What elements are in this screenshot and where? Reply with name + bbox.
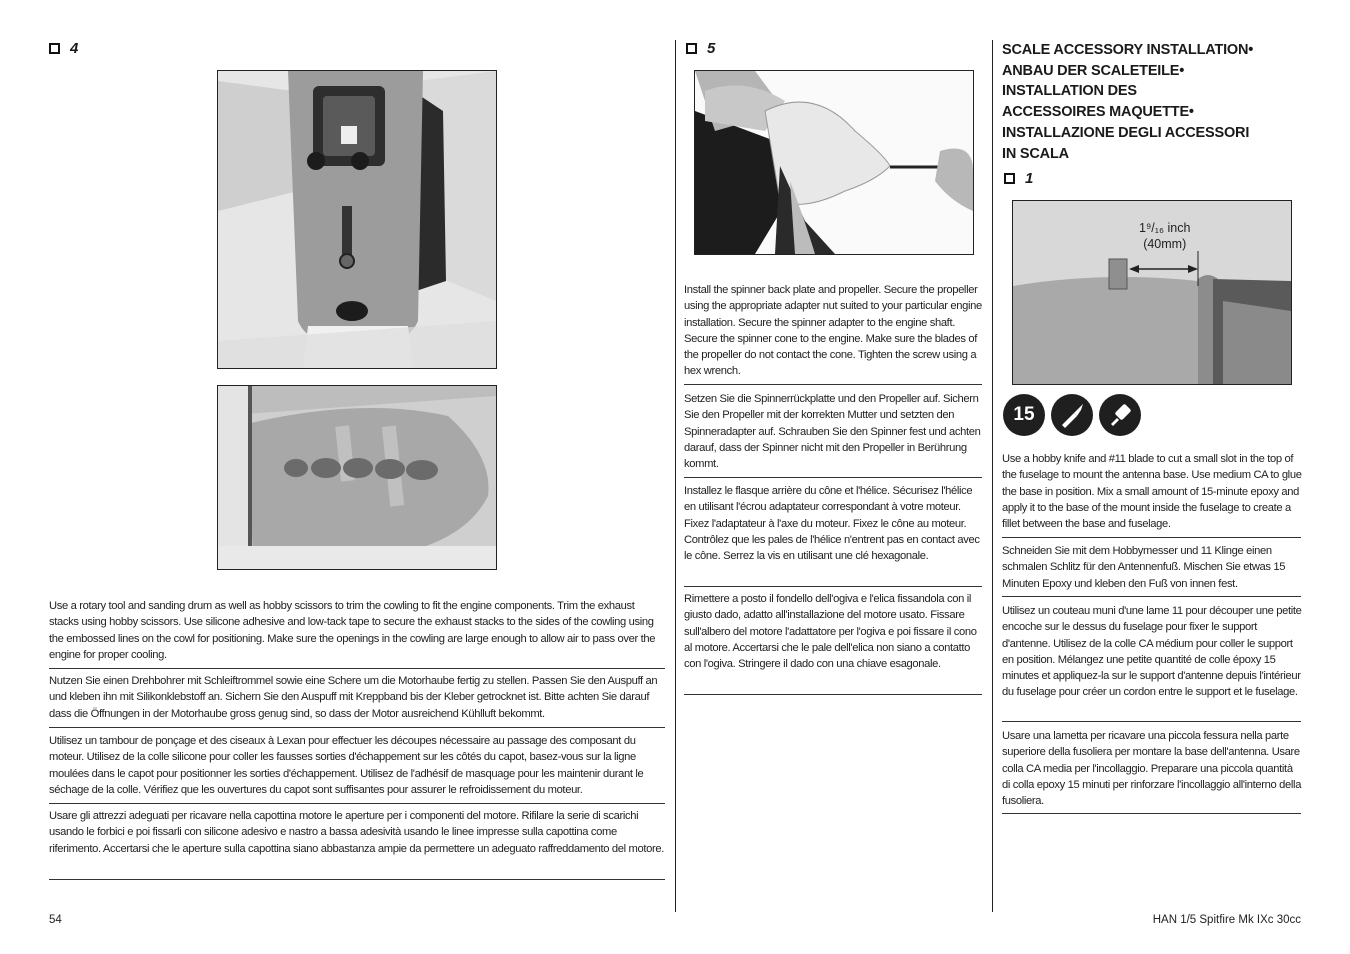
step-5-text-de: Setzen Sie die Spinnerrückplatte und den Propeller auf. Sichern Sie den Propeller mit der korrekten Mutter und setzten den Spinneradapter auf. Schrauben Sie den Spinner fest und achten darauf, dass der Spinner nicht mit den Propeller in Berührung kommt. (684, 393, 981, 471)
ca-glue-icon (1099, 394, 1141, 436)
step-1-text-it: Usare una lametta per ricavare una piccola fessura nella parte superiore della fusoliera per montare la base dell'antenna. Usare colla CA media per l'incollaggio. Preparare una piccola quantità di colla epoxy 15 minuti per rinforzare l'incollaggio all'interno della fusoliera. (1002, 730, 1302, 808)
measurement-inches: 1⁹/₁₆ inch (1139, 221, 1191, 235)
step-1-text-de: Schneiden Sie mit dem Hobbymesser und 11 Klinge einen schmalen Schlitz für den Antennenfuß. Mischen Sie etwas 15 Minuten Epoxy und kleben den Fuß von innen fest. (1002, 545, 1286, 590)
divider (684, 384, 982, 385)
divider (49, 803, 665, 804)
divider (684, 477, 982, 478)
step-4-text-en: Use a rotary tool and sanding drum as well as hobby scissors to trim the cowling to fit the engine components. Trim the exhaust stacks using hobby scissors. Use silicone adhesive and low-tack tape to secure the exhaust stacks to the sides of the cowling using the embossed lines on the cowl for positioning. Make sure the openings in the cowling are large enough to allow air to pass over the engine for proper cooling. (49, 600, 656, 661)
divider (49, 668, 665, 669)
epoxy-minutes-label: 15 (1013, 404, 1035, 425)
heading-line: INSTALLATION DES (1002, 83, 1137, 100)
measurement-mm: (40mm) (1143, 237, 1187, 251)
divider (49, 879, 665, 880)
checkbox-icon[interactable] (686, 43, 697, 54)
section-heading (1002, 40, 1302, 164)
checkbox-icon[interactable] (49, 43, 60, 54)
hobby-knife-icon (1051, 394, 1093, 436)
manual-title: HAN 1/5 Spitfire Mk IXc 30cc (1152, 914, 1301, 926)
step-4-text-it: Usare gli attrezzi adeguati per ricavare nella capottina motore le aperture per i componenti del motore. Rifilare la serie di scarichi usando le forbici e poi fissarli con silicone adesivo e nastro a bassa adesività usando le linee impresse sulla capottina come riferimento. Accertarsi che le aperture sulla capottina siano abbastanza ampie da permettere un adeguato raffreddamento del motore. (49, 810, 665, 855)
step-4-header (49, 40, 78, 57)
step-1-text-en: Use a hobby knife and #11 blade to cut a small slot in the top of the fuselage to mount the antenna base. Use medium CA to glue the base in position. Mix a small amount of 15-minute epoxy and apply it to the base of the mount inside the fuselage to create a fillet between the base and fuselage. (1002, 453, 1302, 531)
step-5-text-fr: Installez le flasque arrière du cône et l'hélice. Sécurisez l'hélice en utilisant l'écrou adaptateur correspondant à votre moteur. Fixez l'adaptateur à l'axe du moteur. Fixez le cône au moteur. Contrôlez que les pales de l'hélice n'entrent pas en contact avec le cône. Serrez la vis en utilisant une clé hexagonale. (684, 485, 980, 563)
heading-line: IN SCALA (1002, 145, 1069, 162)
step-4-text-de: Nutzen Sie einen Drehbohrer mit Schleiftrommel sowie eine Schere um die Motorhaube fertig zu stellen. Passen Sie den Auspuff an und kleben ihn mit Silikonklebstoff an. Sichern Sie den Auspuff mit Kreppband bis der Kleber getrocknet ist. Bitte achten Sie darauf dass die Öffnungen in der Motorhaube gross genug sind, so dass der Motor ausreichend Kühlluft bekommt. (49, 675, 658, 720)
step-4-text-fr: Utilisez un tambour de ponçage et des ciseaux à Lexan pour effectuer les découpes nécessaire au passage des composant du moteur. Utilisez de la colle silicone pour coller les fausses sorties d'échappement sur les côtés du capot, basez-vous sur la ligne moulées dans le capot pour positionner les sorties d'échappement. Utilisez de l'adhésif de masquage pour les maintenir durant le séchage de la colle. Vérifiez que les ouvertures du capot sont suffisantes pour assurer le refroidissement du moteur. (49, 735, 644, 796)
divider (684, 586, 982, 587)
divider (1002, 537, 1301, 538)
step-number: 4 (70, 40, 79, 57)
divider (1002, 813, 1301, 814)
page-number: 54 (49, 914, 62, 926)
column-divider-left (675, 40, 676, 912)
step-5-text-en: Install the spinner back plate and propeller. Secure the propeller using the appropriate adapter nut suited to your particular engine installation. Secure the spinner adapter to the engine shaft. Secure the spinner cone to the engine. Make sure the blades of the propeller do not contact the cone. Tighten the screw using a hex wrench. (684, 284, 982, 378)
spinner-install-photo (694, 70, 974, 255)
step-5-text-it: Rimettere a posto il fondello dell'ogiva e l'elica fissandola con il giusto dado, adatto all'installazione del motore usato. Fissare sull'albero del motore l'adattatore per l'ogiva e poi fissare il cono al motore. Accertarsi che le pale dell'elica non siano a contatto con l'ogiva. Stringere il dado con una chiave esagonale. (684, 593, 977, 671)
measurement-label (1139, 220, 1190, 252)
heading-line: ANBAU DER SCALETEILE• (1002, 62, 1185, 79)
divider (1002, 596, 1301, 597)
step-5-header (686, 40, 715, 57)
step-1-header (1004, 170, 1033, 187)
divider (49, 727, 665, 728)
epoxy-15-minute-icon (1003, 394, 1045, 436)
divider (684, 694, 982, 695)
checkbox-icon[interactable] (1004, 173, 1015, 184)
heading-line: ACCESSOIRES MAQUETTE• (1002, 104, 1194, 121)
divider (1002, 721, 1301, 722)
step-number: 1 (1025, 170, 1034, 187)
exhaust-stacks-photo (217, 385, 497, 570)
column-divider-right (992, 40, 993, 912)
heading-line: INSTALLAZIONE DEGLI ACCESSORI (1002, 124, 1250, 141)
step-1-text-fr: Utilisez un couteau muni d'une lame 11 pour découper une petite encoche sur le dessus du fuselage pour fixer le support d'antenne. Utilisez de la colle CA médium pour coller le support en position. Mélangez une petite quantité de colle époxy 15 minutes et appliquez-la sur le support d'antenne depuis l'intérieur du fuselage pour créer un cordon entre le support et le fuselage. (1002, 605, 1302, 699)
cowling-front-photo (217, 70, 497, 369)
step-number: 5 (707, 40, 716, 57)
antenna-base-photo (1012, 200, 1292, 385)
heading-line: SCALE ACCESSORY INSTALLATION• (1002, 42, 1254, 58)
